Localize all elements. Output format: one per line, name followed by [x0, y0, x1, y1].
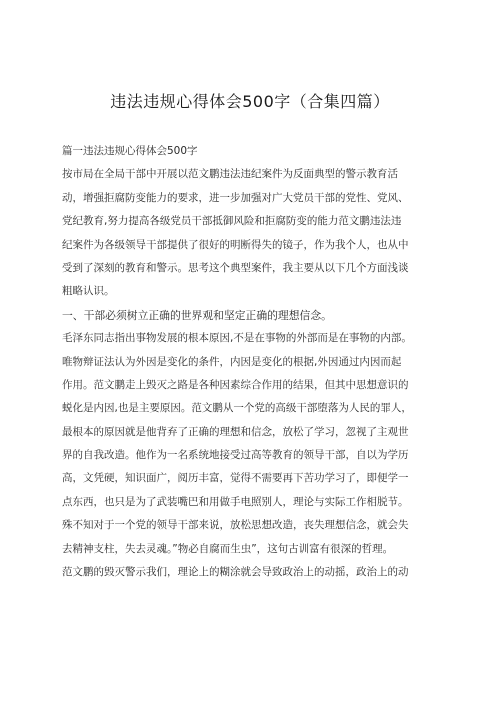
body-line: 去精神支柱，失去灵魂。”物必自腐而生虫”，这句古训富有很深的哲理。 — [62, 542, 394, 555]
body-line: 粗略认识。 — [62, 285, 115, 298]
document-body — [62, 140, 442, 584]
body-line: 党纪教育,努力提高各级党员干部抵御风险和拒腐防变的能力范文鹏违法违 — [62, 215, 402, 228]
body-line: 殊不知对于一个党的领导干部来说，放松思想改造，丧失理想信念，就会失 — [62, 519, 409, 532]
body-line: 受到了深刻的教育和警示。思考这个典型案件，我主要从以下几个方面浅谈 — [62, 261, 409, 274]
body-line: 最根本的原因就是他背弃了正确的理想和信念，放松了学习，忽视了主观世 — [62, 425, 409, 438]
section-heading-part-one: 篇一违法违规心得体会500字 — [62, 145, 198, 157]
body-line: 按市局在全局干部中开展以范文鹏违法违纪案件为反面典型的警示教育活 — [62, 168, 398, 181]
body-line: 范文鹏的毁灭警示我们，理论上的糊涂就会导致政治上的动摇，政治上的动 — [62, 566, 409, 579]
body-line: 纪案件为各级领导干部提供了很好的明断得失的镜子，作为我个人，也从中 — [62, 238, 409, 251]
body-line: 高，文凭硬，知识面广，阅历丰富，觉得不需要再下苦功学习了，即便学一 — [62, 472, 409, 485]
document-title: 违法违规心得体会500字（合集四篇） — [110, 92, 390, 111]
body-line: 唯物辩证法认为外因是变化的条件，内因是变化的根据,外因通过内因而起 — [62, 355, 402, 368]
body-line: 蜕化是内因,也是主要原因。范文鹏从一个党的高级干部堕落为人民的罪人， — [62, 402, 412, 415]
body-line: 点东西，也只是为了武装嘴巴和用做手电照别人，理论与实际工作相脱节。 — [62, 495, 409, 508]
body-line: 毛泽东同志指出事物发展的根本原因,不是在事物的外部而是在事物的内部。 — [62, 332, 412, 345]
body-line: 动，增强拒腐防变能力的要求，进一步加强对广大党员干部的党性、党风、 — [62, 191, 409, 204]
section-heading-one: 一、干部必须树立正确的世界观和坚定正确的理想信念。 — [62, 308, 332, 322]
body-line: 作用。范文鹏走上毁灭之路是各种因素综合作用的结果，但其中思想意识的 — [62, 378, 409, 391]
body-line: 界的自我改造。他作为一名系统地接受过高等教育的领导干部，自以为学历 — [62, 449, 409, 462]
